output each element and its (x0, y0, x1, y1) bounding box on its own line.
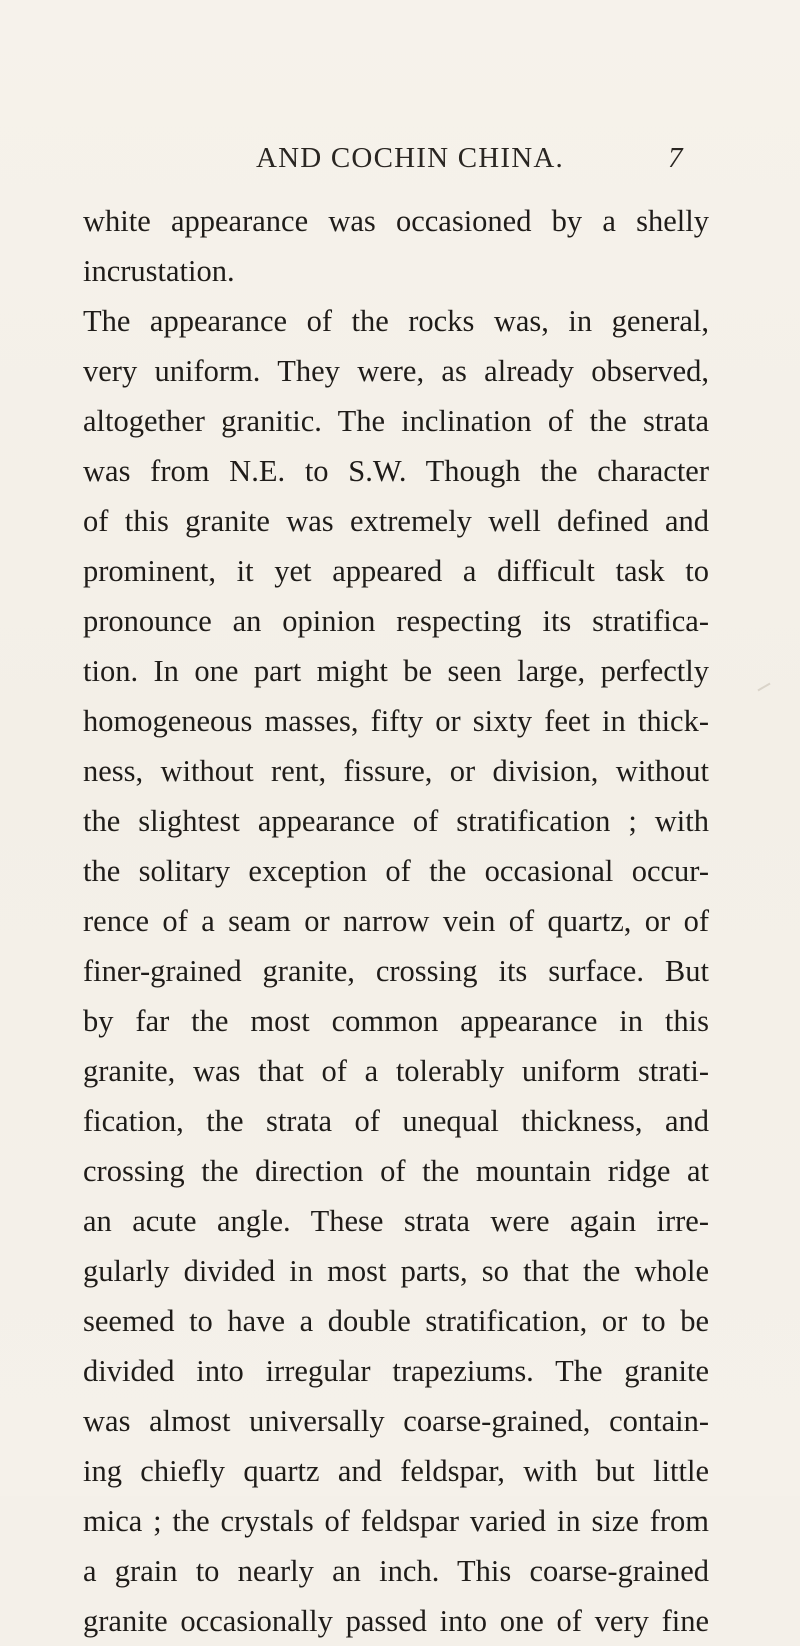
text-line: very uniform. They were, as already observed, (83, 354, 709, 388)
running-title: AND COCHIN CHINA. (256, 142, 564, 174)
text-line: homogeneous masses, fifty or sixty feet in thick- (83, 704, 709, 738)
text-line: was almost universally coarse-grained, contain- (83, 1404, 709, 1438)
body-text (83, 196, 709, 1646)
text-line: ing chiefly quartz and feldspar, with but little (83, 1454, 709, 1488)
text-line: granite, was that of a tolerably uniform strati- (83, 1054, 709, 1088)
text-line: gularly divided in most parts, so that the whole (83, 1254, 709, 1288)
running-head (0, 138, 800, 178)
text-line: by far the most common appearance in this (83, 1004, 709, 1038)
text-line: an acute angle. These strata were again irre- (83, 1204, 709, 1238)
text-line: of this granite was extremely well defined and (83, 504, 709, 538)
text-line: altogether granitic. The inclination of the strata (83, 404, 709, 438)
text-line: pronounce an opinion respecting its stratifica- (83, 604, 709, 638)
text-line: finer-grained granite, crossing its surface. But (83, 954, 709, 988)
text-line: ness, without rent, fissure, or division, without (83, 754, 709, 788)
text-line: mica ; the crystals of feldspar varied in size from (83, 1504, 709, 1538)
text-line: crossing the direction of the mountain ridge at (83, 1154, 709, 1188)
paragraph-start-line: The appearance of the rocks was, in general, (83, 304, 709, 338)
text-line: seemed to have a double stratification, or to be (83, 1304, 709, 1338)
text-line: fication, the strata of unequal thickness, and (83, 1104, 709, 1138)
text-line: prominent, it yet appeared a difficult task to (83, 554, 709, 588)
text-line: divided into irregular trapeziums. The granite (83, 1354, 709, 1388)
text-line: the slightest appearance of stratification ; with (83, 804, 709, 838)
text-line: granite occasionally passed into one of very fine (83, 1604, 709, 1638)
paper-blemish (757, 683, 770, 692)
text-line: incrustation. (83, 254, 235, 288)
text-line: was from N.E. to S.W. Though the character (83, 454, 709, 488)
text-line: the solitary exception of the occasional occur- (83, 854, 709, 888)
text-line: a grain to nearly an inch. This coarse-grained (83, 1554, 709, 1588)
text-line: white appearance was occasioned by a shelly (83, 204, 709, 238)
text-line: rence of a seam or narrow vein of quartz, or of (83, 904, 709, 938)
page-number: 7 (668, 142, 683, 174)
text-line: tion. In one part might be seen large, perfectly (83, 654, 709, 688)
